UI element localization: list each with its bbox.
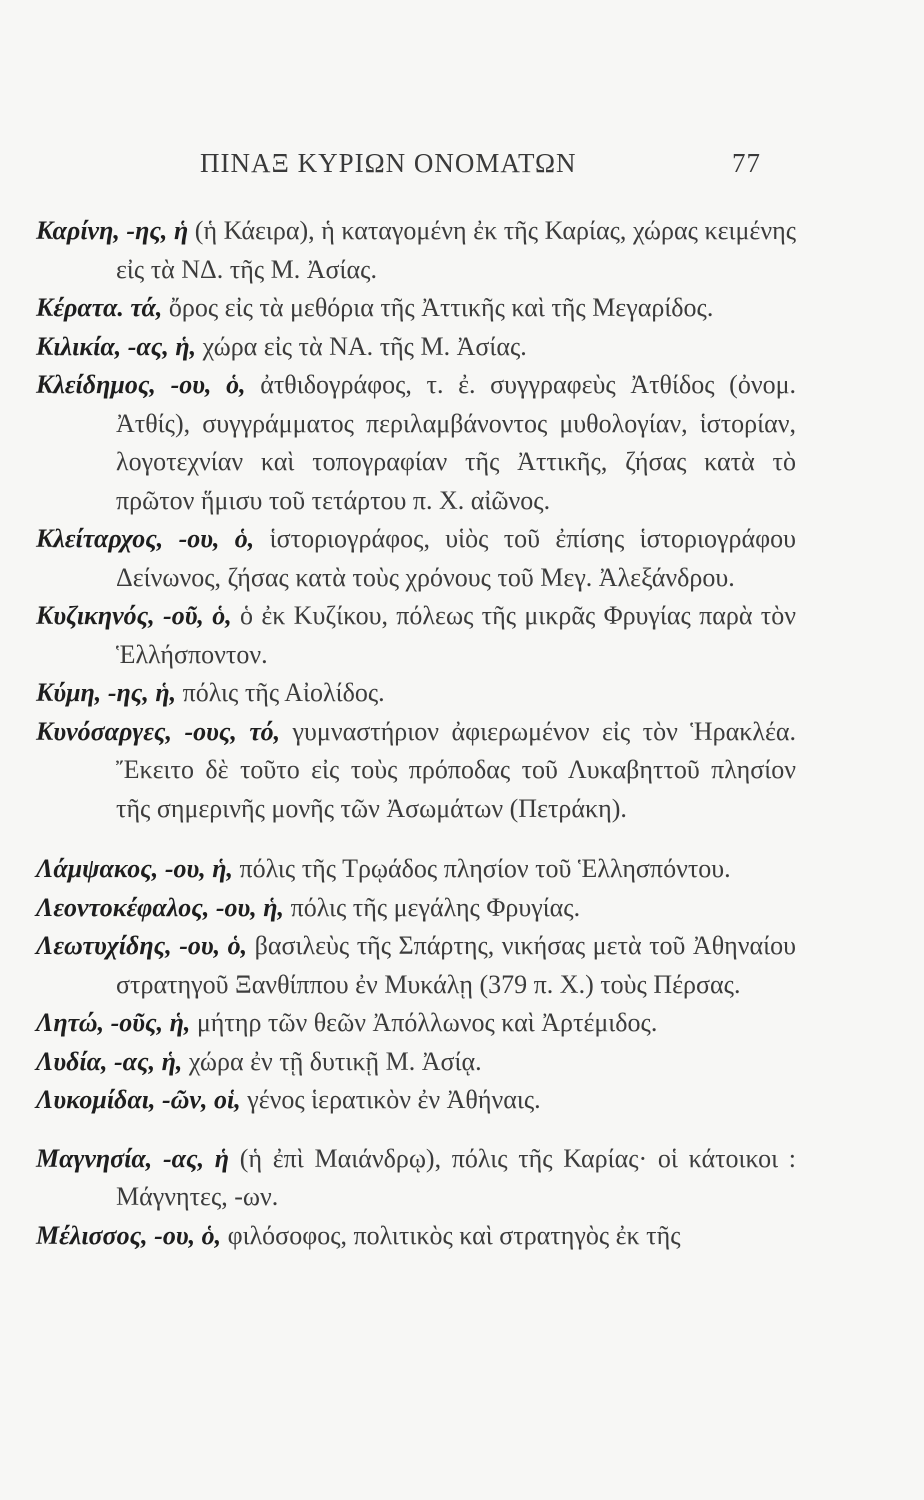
- entry-headword: Κιλικία,: [36, 331, 122, 361]
- index-entry: [36, 889, 796, 928]
- entry-headword: Λητώ,: [36, 1008, 105, 1037]
- index-entry: [36, 1043, 796, 1082]
- entry-definition: (ἡ ἐπὶ Μαιάνδρῳ), πόλις τῆς Καρίας· οἱ κάτοικοι : Μάγνητες, -ων.: [116, 1143, 796, 1211]
- entry-headword: Κυζικηνός,: [36, 601, 155, 630]
- entry-grammar: -ῶν, οἱ,: [161, 1085, 241, 1114]
- entry-headword: Κλείδημος,: [36, 370, 156, 399]
- entry-grammar: -ου, ἡ,: [215, 892, 285, 922]
- entry-headword: Μαγνησία,: [36, 1143, 153, 1173]
- entry-headword: Λυκομίδαι,: [36, 1085, 156, 1114]
- index-entry: [36, 674, 796, 713]
- entry-definition: πόλις τῆς Αἰολίδος.: [182, 678, 385, 707]
- entry-definition: (ἡ Κάειρα), ἡ καταγομένη ἐκ τῆς Καρίας, χώρας κειμένης εἰς τὰ ΝΔ. τῆς Μ. Ἀσίας.: [116, 216, 796, 284]
- entry-headword: Λυδία,: [36, 1046, 108, 1076]
- section-gap: [36, 1120, 796, 1140]
- entry-grammar: -οῦς, ἡ,: [110, 1008, 191, 1037]
- entry-headword: Μέλισσος,: [36, 1220, 148, 1250]
- entry-headword: Λάμψακος,: [36, 854, 159, 883]
- entry-grammar: -ους, τό,: [184, 716, 281, 746]
- section-gap: [36, 828, 796, 850]
- entry-definition: πόλις τῆς Τρῳάδος πλησίον τοῦ Ἑλλησπόντου.: [239, 854, 731, 883]
- index-entry: [36, 597, 796, 674]
- entry-definition: γένος ἱερατικὸν ἐν Ἀθήναις.: [247, 1085, 541, 1114]
- index-entry: [36, 289, 796, 328]
- entry-grammar: -ας, ἡ,: [127, 331, 197, 361]
- index-entries: [36, 212, 796, 1255]
- entry-headword: Κλείταρχος,: [36, 524, 164, 553]
- index-entry: [36, 366, 796, 520]
- index-entry: [36, 1081, 796, 1120]
- entry-headword: Κύμη,: [36, 678, 102, 707]
- entry-grammar: -ου, ὁ,: [154, 1220, 222, 1250]
- entry-grammar: -ου, ὁ,: [178, 524, 255, 553]
- entry-definition: βασιλεὺς τῆς Σπάρτης, νικήσας μετὰ τοῦ Ἀθηναίου στρατηγοῦ Ξανθίππου ἐν Μυκάλῃ (379 π. Χ.) τοὺς Πέρσας.: [116, 931, 796, 999]
- entry-grammar: -ας, ἡ: [162, 1143, 230, 1173]
- entry-grammar: -ης, ἡ,: [107, 678, 177, 707]
- entry-grammar: -ου, ὁ,: [170, 370, 246, 399]
- entry-definition: ὄρος εἰς τὰ μεθόρια τῆς Ἀττικῆς καὶ τῆς Μεγαρίδος.: [168, 293, 714, 322]
- entry-definition: χώρα εἰς τὰ ΝΑ. τῆς Μ. Ἀσίας.: [202, 331, 527, 361]
- index-entry: [36, 927, 796, 1004]
- entry-definition: ἀτθιδογράφος, τ. ἐ. συγγραφεὺς Ἀτθίδος (ὀνομ. Ἀτθίς), συγγράμματος περιλαμβάνοντος μυθολογίαν, ἱστορίαν, λογοτεχνίαν καὶ τοπογραφίαν τῆς Ἀττικῆς, ζήσας κατὰ τὸ πρῶτον ἥμισυ τοῦ τετάρτου π. Χ. αἰῶνος.: [116, 370, 797, 515]
- entry-definition: φιλόσοφος, πολιτικὸς καὶ στρατηγὸς ἐκ τῆς: [227, 1220, 681, 1250]
- entry-definition: γυμναστήριον ἀφιερωμένον εἰς τὸν Ἡρακλέα. Ἔκειτο δὲ τοῦτο εἰς τοὺς πρόποδας τοῦ Λυκαβηττοῦ πλησίον τῆς σημερινῆς μονῆς τῶν Ἀσωμάτων (Πετράκη).: [116, 716, 796, 823]
- index-entry: [36, 713, 796, 829]
- entry-grammar: -ου, ἡ,: [164, 854, 233, 883]
- entry-grammar: -ης, ἡ: [126, 216, 189, 245]
- entry-definition: πόλις τῆς μεγάλης Φρυγίας.: [290, 892, 581, 922]
- entry-definition: μήτηρ τῶν θεῶν Ἀπόλλωνος καὶ Ἀρτέμιδος.: [196, 1008, 658, 1037]
- index-entry: [36, 1004, 796, 1043]
- entry-definition: χώρα ἐν τῇ δυτικῇ Μ. Ἀσίᾳ.: [188, 1046, 482, 1076]
- page-number: 77: [732, 148, 761, 178]
- entry-headword: Κέρατα.: [36, 293, 124, 322]
- index-entry: [36, 850, 796, 889]
- entry-headword: Καρίνη,: [36, 216, 120, 245]
- entry-grammar: -ου, ὁ,: [179, 931, 248, 960]
- index-entry: [36, 1140, 796, 1217]
- entry-grammar: τά,: [130, 293, 163, 322]
- entry-definition: ἱστοριογράφος, υἱὸς τοῦ ἐπίσης ἱστοριογράφου Δείνωνος, ζήσας κατὰ τοὺς χρόνους τοῦ Μεγ. Ἀλεξάνδρου.: [116, 524, 796, 592]
- entry-headword: Λεωτυχίδης,: [36, 931, 172, 960]
- entry-grammar: -οῦ, ὁ,: [163, 601, 232, 630]
- index-entry: [36, 328, 796, 367]
- index-entry: [36, 1217, 796, 1256]
- entry-headword: Κυνόσαργες,: [36, 716, 172, 746]
- running-title: ΠΙΝΑΞ ΚΥΡΙΩΝ ΟΝΟΜΑΤΩΝ: [200, 148, 577, 178]
- index-entry: [36, 212, 796, 289]
- entry-grammar: -ας, ἡ,: [114, 1046, 183, 1076]
- entry-headword: Λεοντοκέφαλος,: [36, 892, 210, 922]
- index-entry: [36, 520, 796, 597]
- entry-definition: ὁ ἐκ Κυζίκου, πόλεως τῆς μικρᾶς Φρυγίας παρὰ τὸν Ἑλλήσποντον.: [116, 601, 796, 669]
